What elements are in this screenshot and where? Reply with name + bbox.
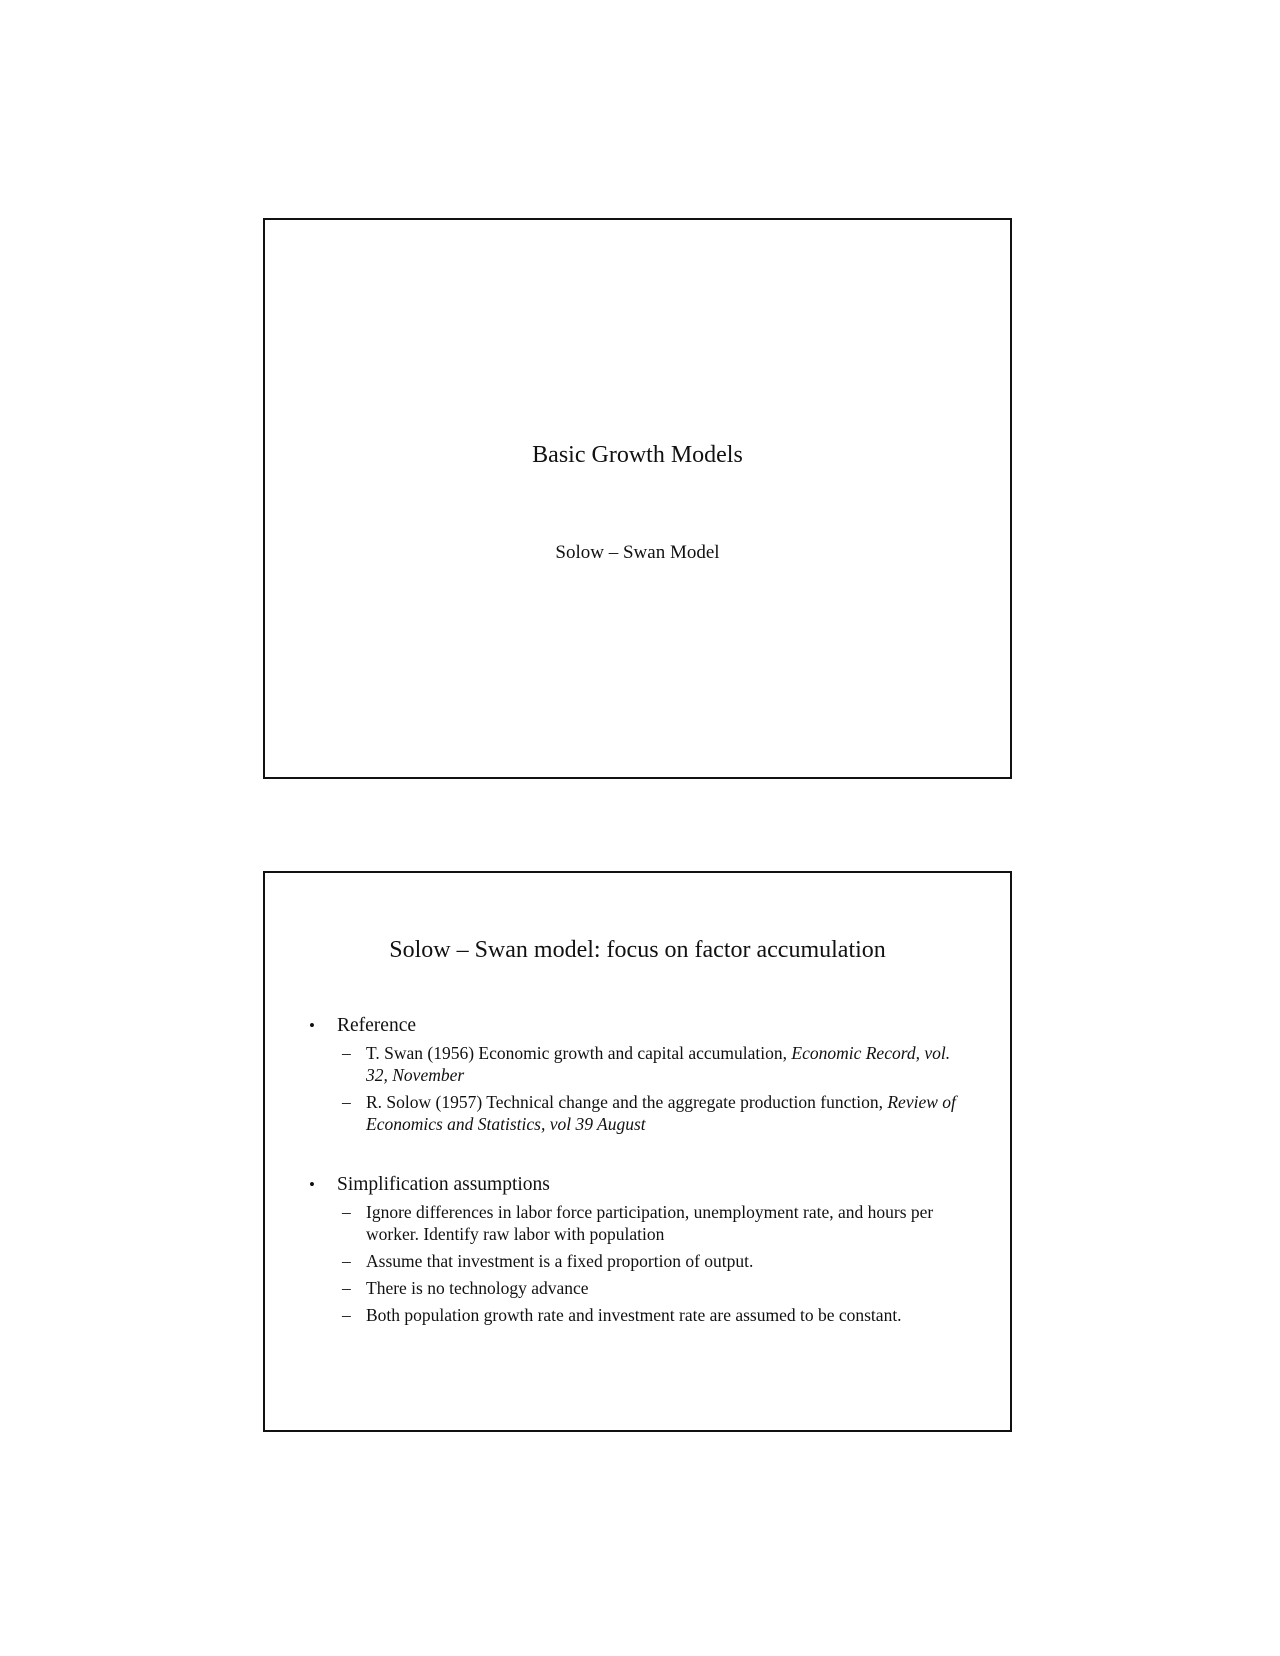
dash-icon: – [342,1251,351,1271]
bullet-icon: • [309,1016,315,1035]
assumptions-list [309,1201,970,1326]
dash-icon: – [342,1092,351,1112]
slide-1-title: Basic Growth Models [532,442,743,468]
dash-icon: – [342,1202,351,1222]
reference-source: Review of Economics and Statistics, vol 39 August [366,1092,956,1134]
dash-icon: – [342,1043,351,1063]
reference-source: Economic Record, vol. 32, November [366,1043,951,1085]
bullet-reference [309,1014,970,1140]
slide-2 [263,871,1012,1432]
reference-text: T. Swan (1956) Economic growth and capital accumulation, [366,1043,792,1063]
dash-icon: – [342,1305,351,1325]
slide-1-subtitle: Solow – Swan Model [555,542,720,563]
list-item: – There is no technology advance [342,1278,589,1298]
reference-text: R. Solow (1957) Technical change and the aggregate production function, [366,1092,888,1112]
slide-1 [263,218,1012,779]
dash-icon: – [342,1278,351,1298]
list-item: – Assume that investment is a fixed proportion of output. [342,1251,754,1271]
list-item: – Both population growth rate and investment rate are assumed to be constant. [342,1305,902,1325]
slide-2-title: Solow – Swan model: focus on factor accumulation [389,937,886,963]
bullet-assumptions [309,1173,970,1331]
bullet-icon: • [309,1175,315,1194]
list-item [342,1042,970,1086]
list-item: – Ignore differences in labor force participation, unemployment rate, and hours per worker. Identify raw labor with population [342,1202,934,1244]
list-item [342,1091,970,1135]
bullet-label: Reference [337,1015,417,1036]
reference-list [309,1042,970,1135]
bullet-label: Simplification assumptions [337,1174,550,1195]
